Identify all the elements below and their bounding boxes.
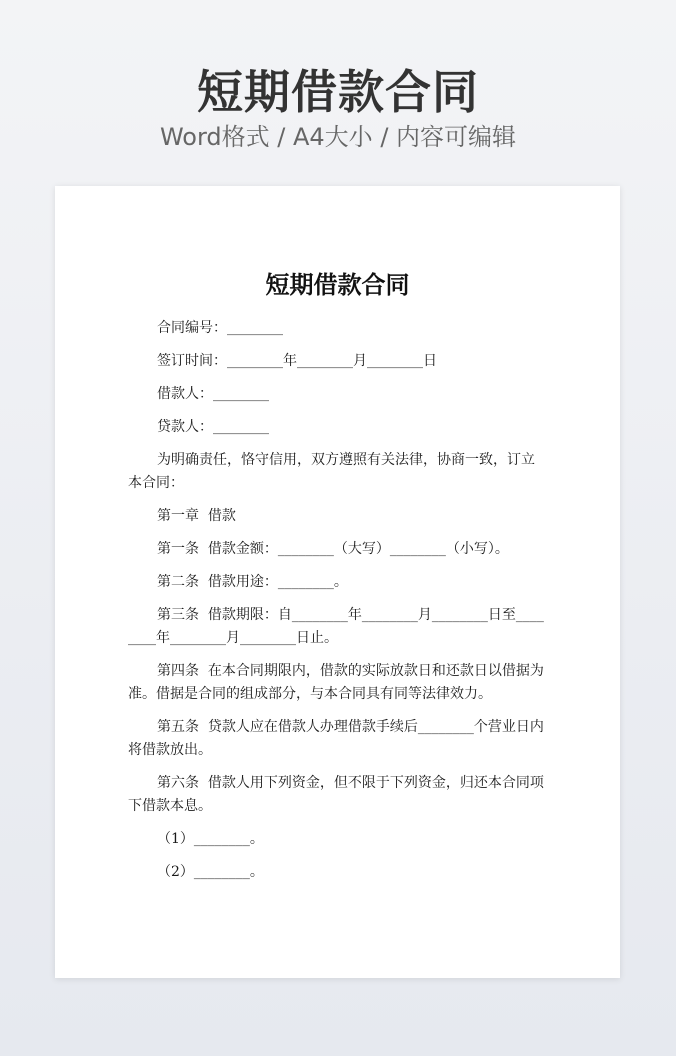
document-body bbox=[128, 317, 548, 894]
list-item-1: （1）________。 bbox=[157, 831, 264, 847]
chapter-1-heading: 第一章 借款 bbox=[157, 508, 236, 524]
preamble-paragraph: 为明确责任，恪守信用，双方遵照有关法律，协商一致，订立本合同： bbox=[128, 452, 535, 491]
borrower-line: 借款人：________ bbox=[157, 386, 269, 402]
document-page bbox=[55, 186, 620, 978]
sign-date-line: 签订时间：________年________月________日 bbox=[157, 353, 437, 369]
article-4: 第四条 在本合同期限内，借款的实际放款日和还款日以借据为准。借据是合同的组成部分，与本合同具有同等法律效力。 bbox=[128, 663, 544, 702]
article-5: 第五条 贷款人应在借款人办理借款手续后________个营业日内将借款放出。 bbox=[128, 719, 544, 758]
article-1: 第一条 借款金额：________（大写）________（小写）。 bbox=[157, 541, 509, 557]
document-title: 短期借款合同 bbox=[265, 270, 410, 299]
contract-number-line: 合同编号：________ bbox=[157, 320, 283, 336]
list-item-2: （2）________。 bbox=[157, 864, 264, 880]
article-2: 第二条 借款用途：________。 bbox=[157, 574, 348, 590]
page-subtitle: Word格式 / A4大小 / 内容可编辑 bbox=[159, 123, 517, 151]
article-3: 第三条 借款期限：自________年________月________日至________年________月________日止。 bbox=[128, 607, 544, 646]
article-6: 第六条 借款人用下列资金，但不限于下列资金，归还本合同项下借款本息。 bbox=[128, 775, 544, 814]
lender-line: 贷款人：________ bbox=[157, 419, 269, 435]
page-title: 短期借款合同 bbox=[197, 65, 479, 119]
